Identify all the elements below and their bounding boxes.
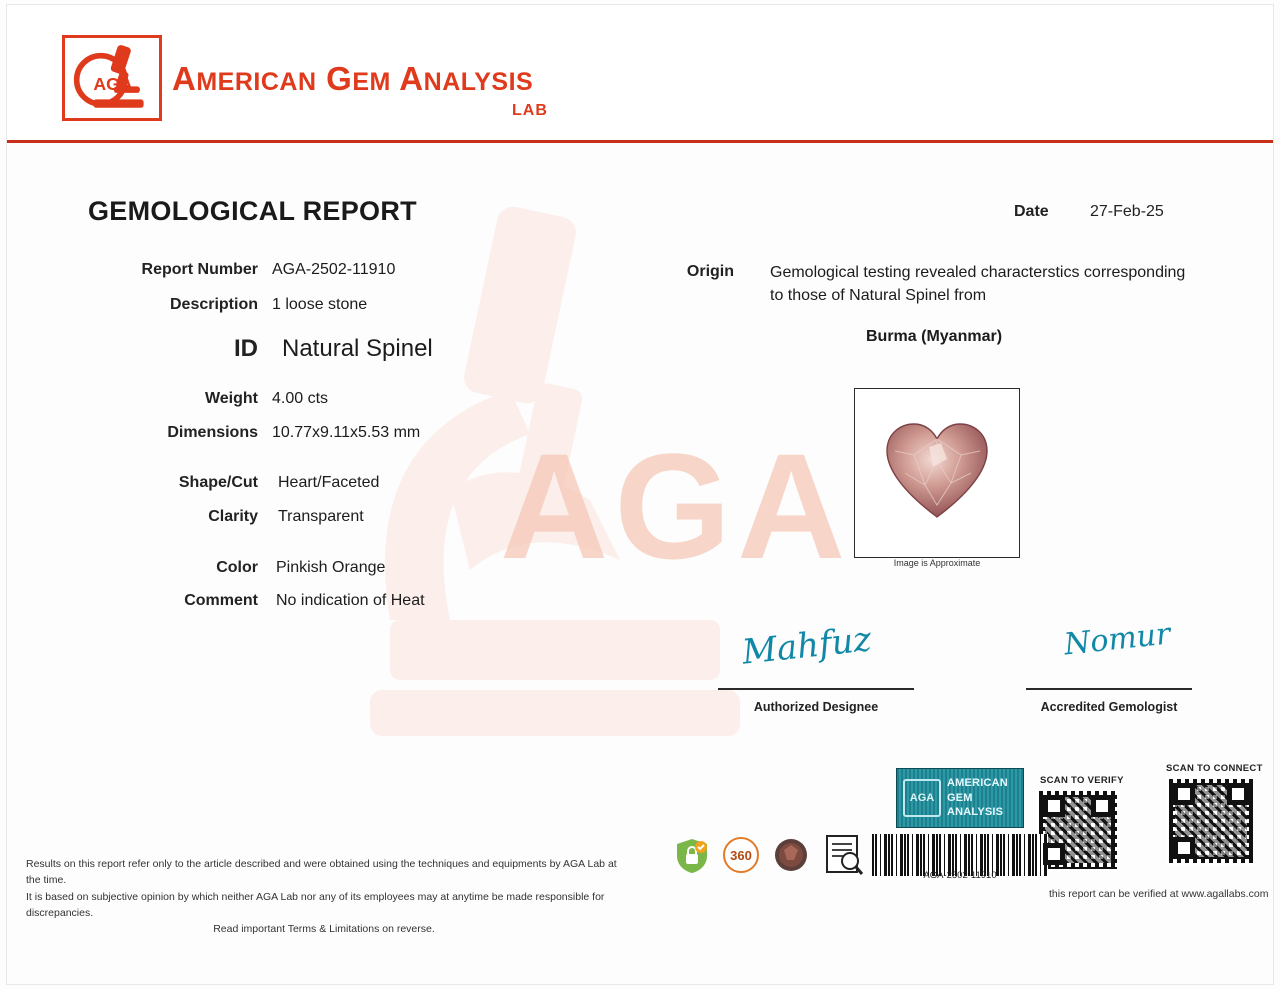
weight-value: 4.00 cts xyxy=(272,390,329,407)
header xyxy=(7,5,1273,139)
id-label: ID xyxy=(234,335,258,362)
clarity-value: Transparent xyxy=(278,508,364,525)
gem-heart-image xyxy=(885,421,989,521)
aga-watermark-text: AGA xyxy=(500,422,852,590)
date-label: Date xyxy=(1014,203,1049,220)
color-label: Color xyxy=(216,559,258,576)
weight-label: Weight xyxy=(204,390,258,407)
qr-code-connect[interactable] xyxy=(1166,776,1256,866)
svg-text:360: 360 xyxy=(730,848,752,863)
report-number-value: AGA-2502-11910 xyxy=(272,261,396,278)
footer-line-3: Read important Terms & Limitations on reverse. xyxy=(213,923,435,936)
shape-cut-value: Heart/Faceted xyxy=(278,474,380,491)
authorized-designee-signature-line xyxy=(718,688,914,690)
authorized-designee-caption: Authorized Designee xyxy=(753,700,879,714)
comment-value: No indication of Heat xyxy=(276,592,425,609)
document-search-icon xyxy=(824,834,864,876)
footer-line-2: It is based on subjective opinion by which neither AGA Lab nor any of its employees may at anytime be made responsible for discrepancies. xyxy=(26,890,605,919)
origin-label: Origin xyxy=(686,263,734,280)
clarity-label: Clarity xyxy=(208,508,258,525)
id-value: Natural Spinel xyxy=(282,335,433,362)
page-title: GEMOLOGICAL REPORT xyxy=(88,196,417,226)
description-value: 1 loose stone xyxy=(272,296,368,313)
shield-lock-icon xyxy=(676,838,708,874)
color-value: Pinkish Orange xyxy=(276,559,386,576)
date-value: 27-Feb-25 xyxy=(1090,203,1164,220)
brand-title xyxy=(172,60,533,98)
microscope-logo-icon xyxy=(65,38,159,118)
scan-to-verify-label: SCAN TO VERIFY xyxy=(1040,775,1124,786)
accredited-gemologist-signature: Nomur xyxy=(1062,616,1172,663)
aga-logo-icon xyxy=(62,35,162,121)
authorized-designee-signature: Mahfuz xyxy=(740,619,874,673)
footer-line-1: Results on this report refer only to the article described and were obtained using the techniques and equipments by AGA Lab at the time. xyxy=(26,858,617,887)
gem-image-frame xyxy=(854,388,1020,558)
gem-image-caption: Image is Approximate xyxy=(893,558,981,568)
hologram-text: AMERICAN GEM ANALYSIS xyxy=(947,777,1008,819)
qr-eye-icon xyxy=(1227,783,1249,805)
hologram-logo-icon: AGA xyxy=(903,779,941,817)
description-label: Description xyxy=(169,296,258,313)
report-number-label: Report Number xyxy=(141,261,258,278)
qr-eye-icon xyxy=(1091,795,1113,817)
gemstone-icon xyxy=(774,838,808,872)
dimensions-label: Dimensions xyxy=(167,424,258,441)
brand-title-text: AMERICAN GEM ANALYSIS xyxy=(172,60,534,97)
brand-subtitle: LAB xyxy=(512,102,548,119)
hologram-sticker xyxy=(896,768,1024,828)
verification-note: this report can be verified at www.agallabs.com xyxy=(1049,888,1269,900)
360-view-icon xyxy=(722,836,760,874)
footer-disclaimer xyxy=(26,856,622,937)
origin-text: Gemological testing revealed characterstics corresponding to those of Natural Spinel from xyxy=(770,264,1186,305)
barcode-value: AGA-2502-11910 xyxy=(923,870,997,881)
qr-eye-icon xyxy=(1043,795,1065,817)
qr-eye-icon xyxy=(1043,843,1065,865)
qr-eye-icon xyxy=(1173,837,1195,859)
dimensions-value: 10.77x9.11x5.53 mm xyxy=(272,424,421,441)
header-divider xyxy=(7,140,1273,143)
accredited-gemologist-signature-line xyxy=(1026,688,1192,690)
comment-label: Comment xyxy=(184,592,258,609)
accredited-gemologist-caption: Accredited Gemologist xyxy=(1040,700,1178,714)
svg-text:AGA: AGA xyxy=(93,74,133,95)
qr-code-verify[interactable] xyxy=(1036,788,1120,872)
qr-eye-icon xyxy=(1173,783,1195,805)
shape-cut-label: Shape/Cut xyxy=(178,474,258,491)
origin-country: Burma (Myanmar) xyxy=(866,328,1003,345)
scan-to-connect-label: SCAN TO CONNECT xyxy=(1166,763,1263,774)
